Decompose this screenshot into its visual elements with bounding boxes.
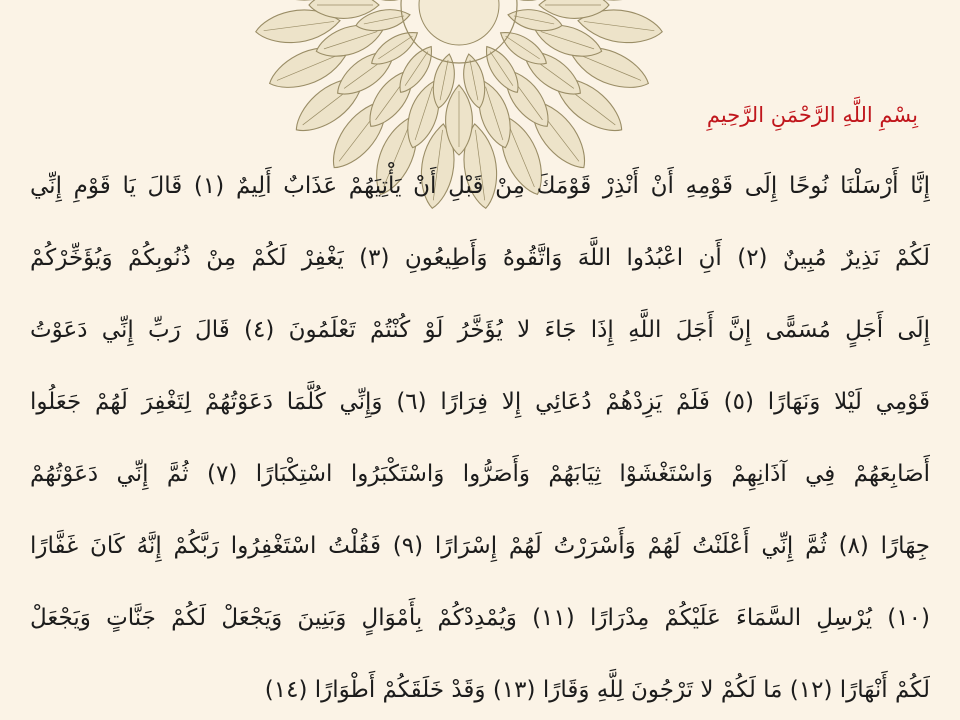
verse-line-8: لَكُمْ أَنْهَارًا (١٢) مَا لَكُمْ لا تَرْجُونَ لِلَّهِ وَقَارًا (١٣) وَقَدْ خَلَقَكُمْ أَطْوَارًا (١٤): [264, 677, 930, 703]
verse-line-5: أَصَابِعَهُمْ فِي آذَانِهِمْ وَاسْتَغْشَوْا ثِيَابَهُمْ وَأَصَرُّوا وَاسْتَكْبَرُوا اسْتِكْبَارًا (٧) ثُمَّ إِنِّي دَعَوْتُهُمْ: [30, 461, 930, 487]
mandala-center: [419, 0, 499, 45]
verse-line-6: جِهَارًا (٨) ثُمَّ إِنِّي أَعْلَنْتُ لَهُمْ وَأَسْرَرْتُ لَهُمْ إِسْرَارًا (٩) فَقُلْتُ اسْتَغْفِرُوا رَبَّكُمْ إِنَّهُ كَانَ غَفَّارًا: [30, 533, 930, 559]
verse-text-block: [30, 160, 930, 720]
verse-line-2: لَكُمْ نَذِيرٌ مُبِينٌ (٢) أَنِ اعْبُدُوا اللَّهَ وَاتَّقُوهُ وَأَطِيعُونِ (٣) يَغْفِرْ لَكُمْ مِنْ ذُنُوبِكُمْ وَيُؤَخِّرْكُمْ: [30, 245, 930, 271]
basmala-heading: بِسْمِ اللَّهِ الرَّحْمَنِ الرَّحِيمِ: [706, 103, 918, 127]
verse-line-3: إِلَى أَجَلٍ مُسَمًّى إِنَّ أَجَلَ اللَّهِ إِذَا جَاءَ لا يُؤَخَّرُ لَوْ كُنْتُمْ تَعْلَمُونَ (٤) قَالَ رَبِّ إِنِّي دَعَوْتُ: [30, 317, 930, 343]
verse-line-7: (١٠) يُرْسِلِ السَّمَاءَ عَلَيْكُمْ مِدْرَارًا (١١) وَيُمْدِدْكُمْ بِأَمْوَالٍ وَبَنِينَ وَيَجْعَلْ لَكُمْ جَنَّاتٍ وَيَجْعَلْ: [30, 605, 930, 631]
verse-line-4: قَوْمِي لَيْلا وَنَهَارًا (٥) فَلَمْ يَزِدْهُمْ دُعَائِي إِلا فِرَارًا (٦) وَإِنِّي كُلَّمَا دَعَوْتُهُمْ لِتَغْفِرَ لَهُمْ جَعَلُوا: [30, 389, 930, 415]
verse-line-1: إِنَّا أَرْسَلْنَا نُوحًا إِلَى قَوْمِهِ أَنْ أَنْذِرْ قَوْمَكَ مِنْ قَبْلِ أَنْ يَأْتِيَهُمْ عَذَابٌ أَلِيمٌ (١) قَالَ يَا قَوْمِ إِنِّي: [30, 173, 930, 199]
